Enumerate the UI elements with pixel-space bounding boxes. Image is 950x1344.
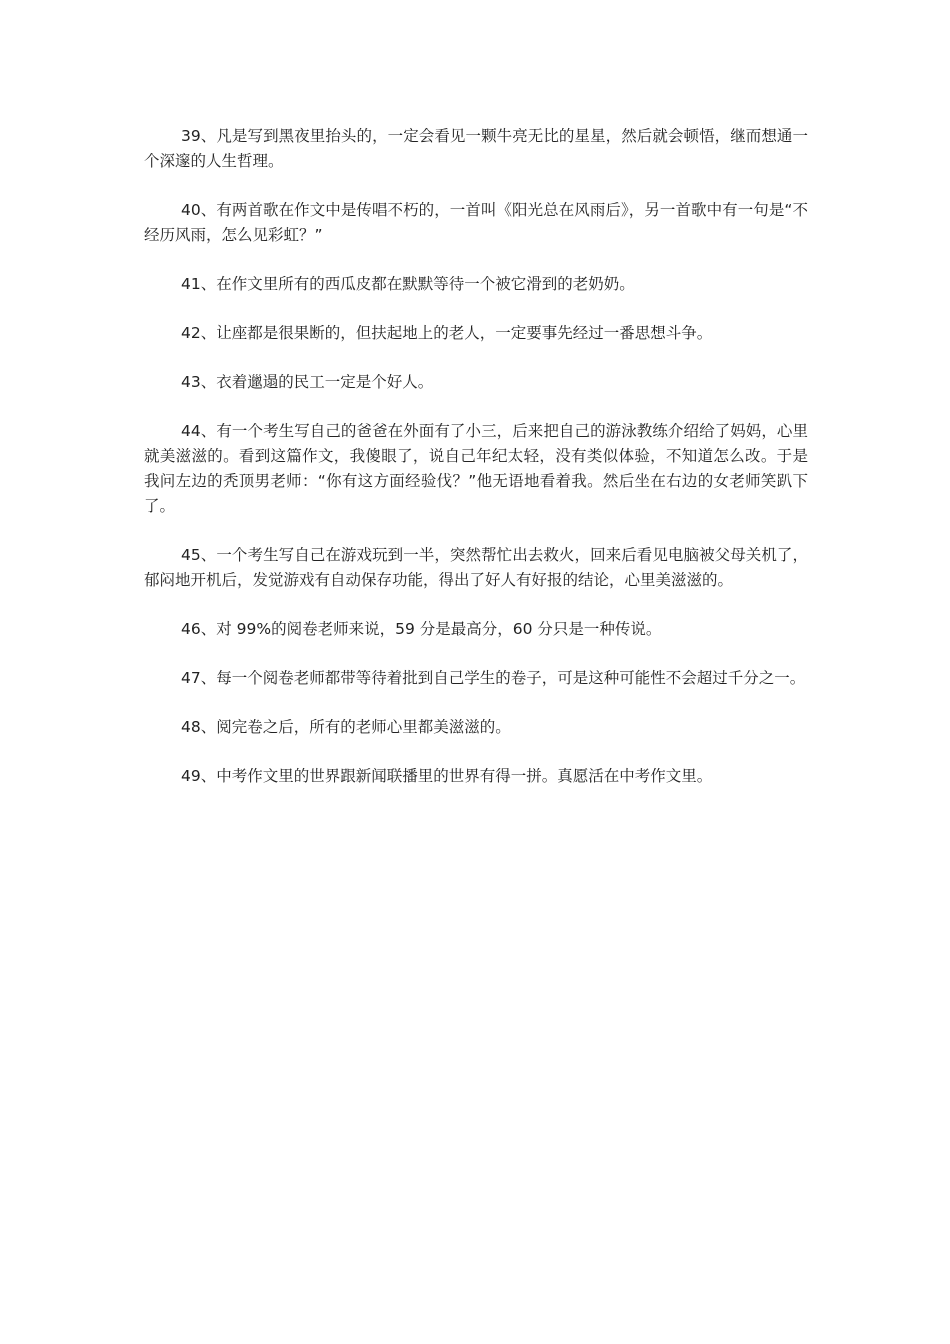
- paragraph-40: 40、有两首歌在作文中是传唱不朽的，一首叫《阳光总在风雨后》，另一首歌中有一句是“不经历风雨，怎么见彩虹？”: [144, 201, 808, 244]
- paragraph-48: 48、阅完卷之后，所有的老师心里都美滋滋的。: [181, 718, 511, 736]
- paragraph-39: 39、凡是写到黑夜里抬头的，一定会看见一颗牛亮无比的星星，然后就会顿悟，继而想通一个深邃的人生哲理。: [144, 127, 808, 170]
- paragraph-41: 41、在作文里所有的西瓜皮都在默默等待一个被它滑到的老奶奶。: [181, 275, 635, 293]
- paragraph-46: 46、对 99%的阅卷老师来说，59 分是最高分，60 分只是一种传说。: [181, 620, 662, 638]
- document-body: [144, 124, 808, 813]
- paragraph-45: 45、一个考生写自己在游戏玩到一半，突然帮忙出去救火，回来后看见电脑被父母关机了，郁闷地开机后，发觉游戏有自动保存功能，得出了好人有好报的结论，心里美滋滋的。: [144, 546, 808, 589]
- paragraph-43: 43、衣着邋遢的民工一定是个好人。: [181, 373, 434, 391]
- paragraph-42: 42、让座都是很果断的，但扶起地上的老人，一定要事先经过一番思想斗争。: [181, 324, 713, 342]
- paragraph-44: 44、有一个考生写自己的爸爸在外面有了小三，后来把自己的游泳教练介绍给了妈妈，心里就美滋滋的。看到这篇作文，我傻眼了，说自己年纪太轻，没有类似体验，不知道怎么改。于是我问左边的秃顶男老师：“你有这方面经验伐？”他无语地看着我。然后坐在右边的女老师笑趴下了。: [144, 422, 808, 515]
- paragraph-49: 49、中考作文里的世界跟新闻联播里的世界有得一拼。真愿活在中考作文里。: [181, 767, 713, 785]
- paragraph-47: 47、每一个阅卷老师都带等待着批到自己学生的卷子，可是这种可能性不会超过千分之一。: [181, 669, 806, 687]
